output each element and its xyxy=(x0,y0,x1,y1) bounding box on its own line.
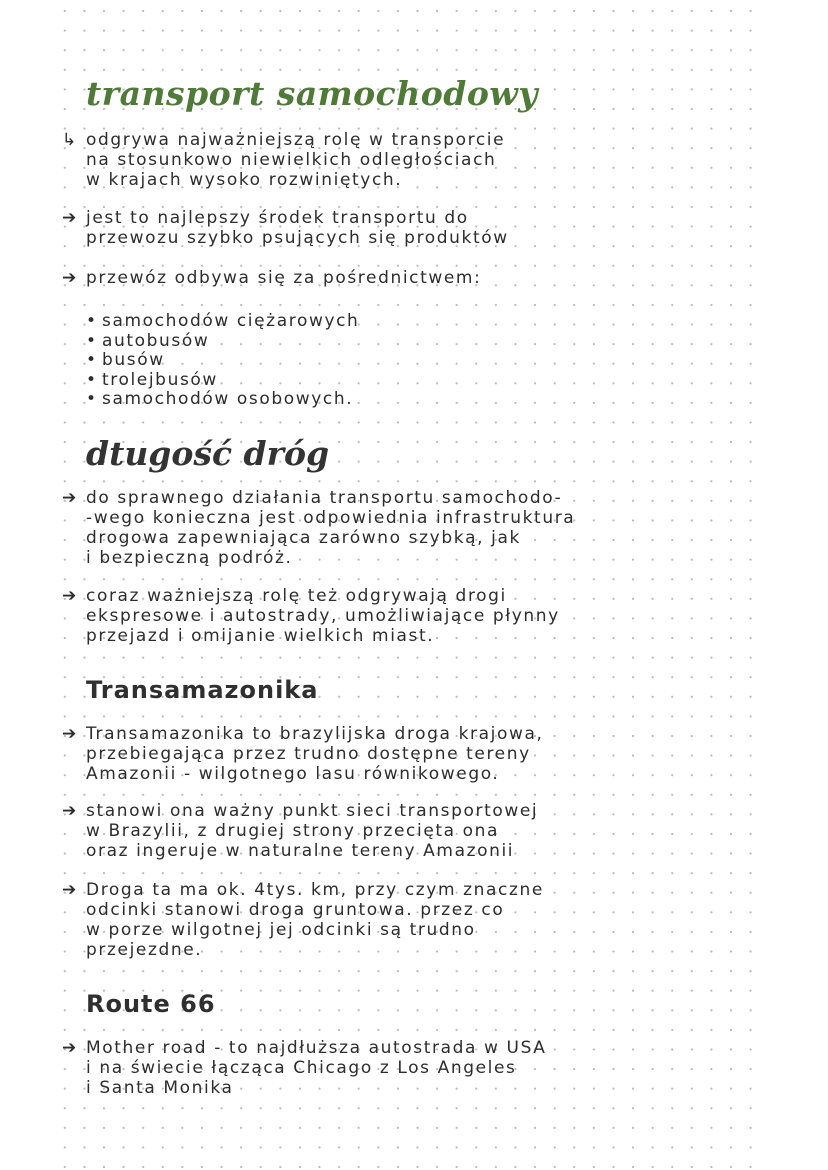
line-text: przejezdne. xyxy=(86,940,203,960)
line-text: odgrywa najważniejszą rolę w transporcie xyxy=(86,130,506,150)
line-text: w krajach wysoko rozwiniętych. xyxy=(86,170,403,190)
line-text: w porze wilgotnej jej odcinki są trudno xyxy=(86,920,476,940)
paragraph-line xyxy=(62,208,762,228)
line-text: w Brazylii, z drugiej strony przecięta ona xyxy=(86,821,500,841)
line-text: przewozu szybko psujących się produktów xyxy=(86,228,509,248)
paragraph-line xyxy=(62,586,762,606)
list-item: • trolejbusów xyxy=(86,371,359,391)
paragraph-expressways xyxy=(62,586,762,646)
paragraph-line xyxy=(62,268,762,288)
hook-arrow-icon: ↳ xyxy=(62,130,78,150)
arrow-icon: ➔ xyxy=(62,268,78,288)
line-text: coraz ważniejszą rolę też odgrywają drogi xyxy=(86,586,507,606)
heading-dlugosc-drog: dtugość dróg xyxy=(86,434,330,473)
list-item: • samochodów ciężarowych xyxy=(86,312,359,332)
paragraph-line xyxy=(62,801,762,821)
line-text: na stosunkowo niewielkich odległościach xyxy=(86,150,497,170)
line-text: jest to najlepszy środek transportu do xyxy=(86,208,469,228)
line-text: i bezpieczną podróż. xyxy=(86,548,293,568)
line-text: stanowi ona ważny punkt sieci transportowej xyxy=(86,801,539,821)
arrow-icon: ➔ xyxy=(62,880,78,900)
paragraph-best-means xyxy=(62,208,762,248)
paragraph-mother-road xyxy=(62,1038,762,1098)
arrow-icon: ➔ xyxy=(62,488,78,508)
paragraph-road-length xyxy=(62,880,762,960)
paragraph-line xyxy=(62,130,762,150)
arrow-icon: ➔ xyxy=(62,586,78,606)
paragraph-line xyxy=(62,880,762,900)
heading-route-66: Route 66 xyxy=(86,990,216,1018)
line-text: Amazonii - wilgotnego lasu równikowego. xyxy=(86,764,500,784)
paragraph-carriage xyxy=(62,268,762,288)
arrow-icon: ➔ xyxy=(62,208,78,228)
line-text: drogowa zapewniająca zarówno szybką, jak xyxy=(86,528,521,548)
paragraph-role xyxy=(62,130,762,190)
paragraph-line xyxy=(62,1038,762,1058)
arrow-icon: ➔ xyxy=(62,1038,78,1058)
line-text: i na świecie łącząca Chicago z Los Angeles xyxy=(86,1058,517,1078)
vehicle-list xyxy=(86,312,359,410)
line-text: przejazd i omijanie wielkich miast. xyxy=(86,626,435,646)
paragraph-transport-network xyxy=(62,801,762,861)
line-text: ekspresowe i autostrady, umożliwiające płynny xyxy=(86,606,560,626)
paragraph-line xyxy=(62,724,762,744)
line-text: i Santa Monika xyxy=(86,1078,234,1098)
list-item: • autobusów xyxy=(86,332,359,352)
paragraph-infrastructure xyxy=(62,488,762,568)
line-text: oraz ingeruje w naturalne tereny Amazonii xyxy=(86,841,515,861)
line-text: Droga ta ma ok. 4tys. km, przy czym znaczne xyxy=(86,880,544,900)
list-item: • samochodów osobowych. xyxy=(86,390,359,410)
line-text: odcinki stanowi droga gruntowa. przez co xyxy=(86,900,505,920)
arrow-icon: ➔ xyxy=(62,724,78,744)
heading-transport-samochodowy: transport samochodowy xyxy=(86,74,538,113)
line-text: Mother road - to najdłuższa autostrada w USA xyxy=(86,1038,547,1058)
heading-transamazonika: Transamazonika xyxy=(86,676,319,704)
line-text: przewóz odbywa się za pośrednictwem: xyxy=(86,268,482,288)
line-text: -wego konieczna jest odpowiednia infrastruktura xyxy=(86,508,576,528)
paragraph-transamazonika-definition xyxy=(62,724,762,784)
paragraph-line xyxy=(62,488,762,508)
arrow-icon: ➔ xyxy=(62,801,78,821)
line-text: do sprawnego działania transportu samochodo- xyxy=(86,488,563,508)
line-text: przebiegająca przez trudno dostępne tereny xyxy=(86,744,531,764)
line-text: Transamazonika to brazylijska droga krajowa, xyxy=(86,724,544,744)
list-item: • busów xyxy=(86,351,359,371)
